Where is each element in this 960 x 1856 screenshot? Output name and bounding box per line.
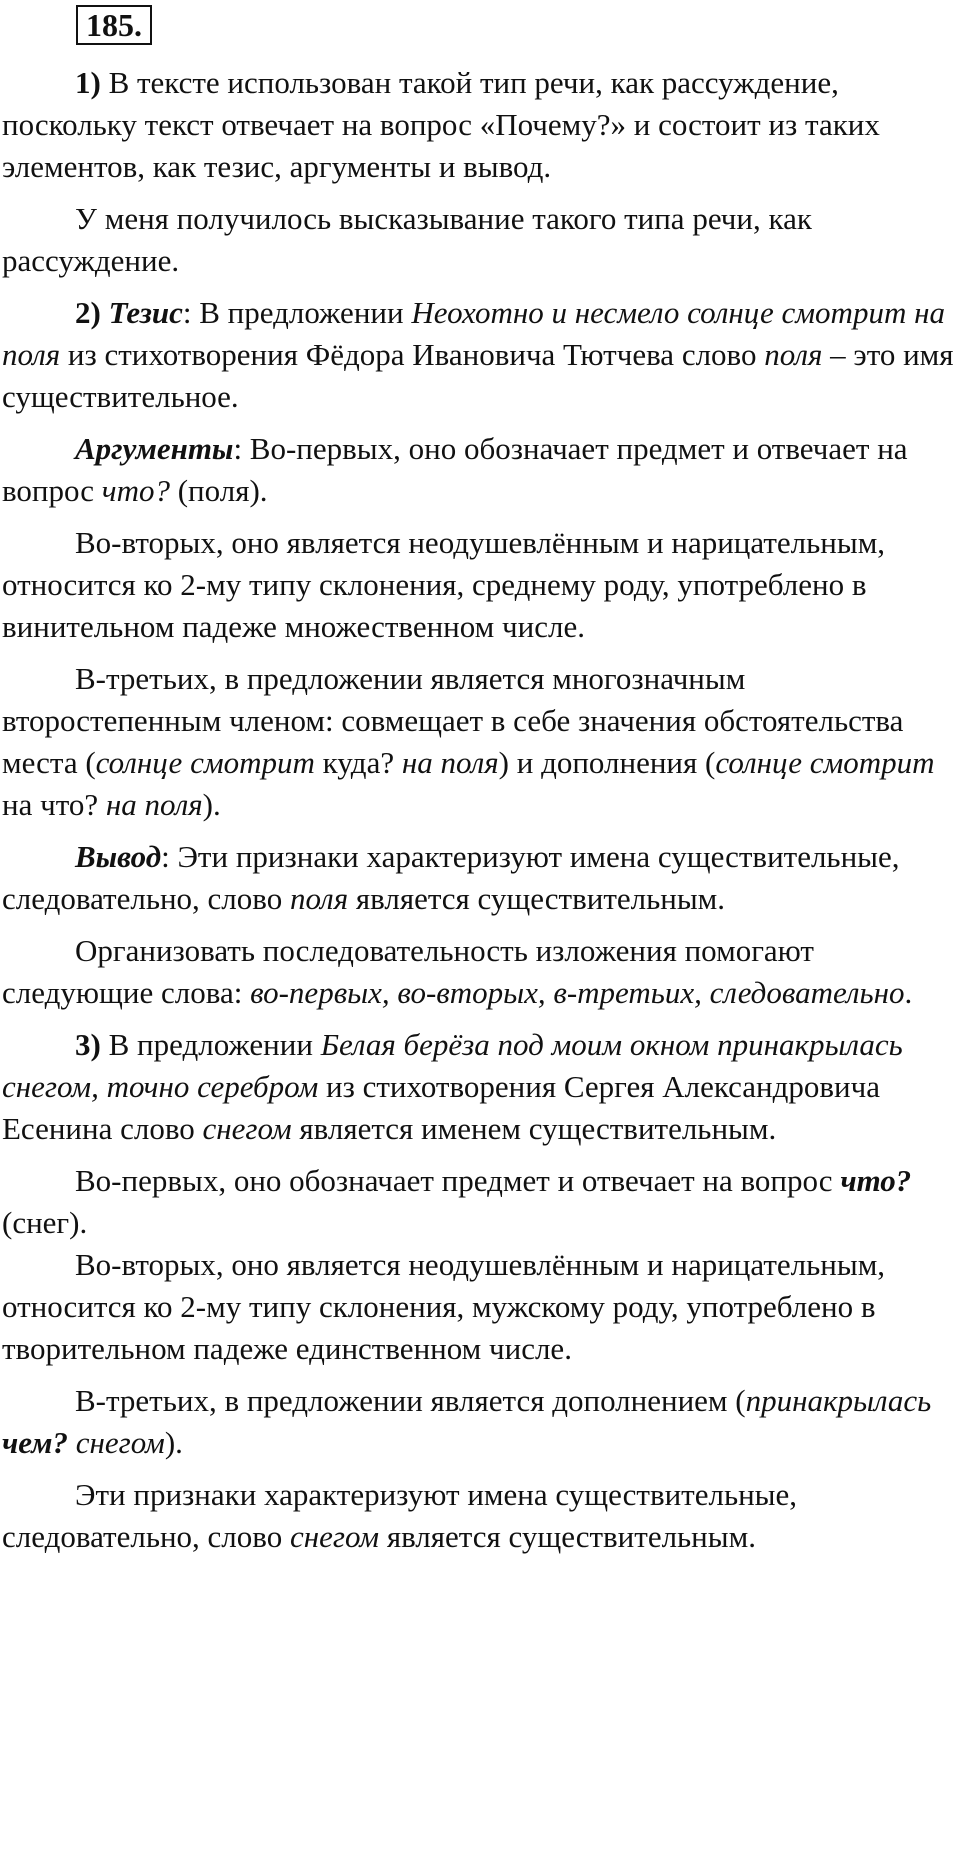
text-segment: (поля).	[169, 473, 268, 508]
text-segment: на поля	[401, 745, 499, 780]
text-segment: снегом	[202, 1111, 292, 1146]
text-segment: снегом	[68, 1425, 165, 1460]
text-segment: на что?	[2, 787, 106, 822]
paragraph-2	[2, 198, 958, 282]
text-segment: .	[904, 975, 913, 1010]
text-segment: Аргументы	[75, 431, 234, 466]
text-segment: является существительным.	[379, 1519, 756, 1554]
paragraph-12	[2, 1380, 958, 1464]
text-segment: чем?	[2, 1425, 68, 1460]
paragraph-1	[2, 62, 958, 188]
task-number: 185.	[76, 5, 152, 45]
text-segment: ).	[202, 787, 221, 822]
text-segment: (снег).	[2, 1205, 88, 1240]
text-segment: ) и дополнения (	[498, 745, 716, 780]
paragraph-7	[2, 836, 958, 920]
text-segment: Во-первых, оно обозначает предмет и отвечает на вопрос	[75, 1163, 841, 1198]
text-segment: Эти признаки характеризуют имена существительные, следовательно, слово	[2, 1477, 798, 1554]
text-segment: во-первых, во-вторых, в-третьих, следовательно	[250, 975, 905, 1010]
text-segment: солнце смотрит	[95, 745, 315, 780]
paragraph-9	[2, 1024, 958, 1150]
text-segment: В тексте использован такой тип речи, как рассуждение, поскольку текст отвечает на вопрос «Почему?» и состоит из таких элементов, как тезис, аргументы и вывод.	[2, 65, 880, 184]
text-segment: из стихотворения Фёдора Ивановича Тютчева слово	[60, 337, 765, 372]
paragraph-6	[2, 658, 958, 826]
text-segment: Во-вторых, оно является неодушевлённым и нарицательным, относится ко 2-му типу склонения, среднему роду, употреблено в винительном падеже множественном числе.	[2, 525, 886, 644]
text-segment: Организовать последовательность изложения помогают следующие слова:	[2, 933, 814, 1010]
paragraph-3	[2, 292, 958, 418]
paragraph-4	[2, 428, 958, 512]
text-segment: : Эти признаки характеризуют имена существительные, следовательно, слово	[2, 839, 900, 916]
paragraph-8	[2, 930, 958, 1014]
text-segment: на поля	[105, 787, 203, 822]
text-segment: снегом	[289, 1519, 380, 1554]
text-segment: : Во-первых, оно обозначает предмет и отвечает на вопрос	[2, 431, 908, 508]
text-segment: ).	[164, 1425, 183, 1460]
text-segment: что?	[101, 473, 170, 508]
text-segment: В-третьих, в предложении является многозначным второстепенным членом: совмещает в себе значения обстоятельства места (	[2, 661, 904, 780]
text-segment: В предложении	[100, 1027, 321, 1062]
text-segment: что?	[840, 1163, 912, 1198]
text-segment: поля	[289, 881, 349, 916]
answer-text	[2, 62, 958, 1568]
text-segment: является именем существительным.	[291, 1111, 777, 1146]
text-segment: поля	[764, 337, 823, 372]
text-segment: из стихотворения Сергея Александровича Есенина слово	[2, 1069, 880, 1146]
text-segment: Белая берёза под моим окном принакрылась снегом, точно серебром	[2, 1027, 903, 1104]
paragraph-10	[2, 1160, 958, 1244]
text-segment: Во-вторых, оно является неодушевлённым и нарицательным, относится ко 2-му типу склонения, мужскому роду, употреблено в творительном падеже единственном числе.	[2, 1247, 886, 1366]
text-segment: В-третьих, в предложении является дополнением (	[75, 1383, 746, 1418]
paragraph-11	[2, 1244, 958, 1370]
paragraph-5	[2, 522, 958, 648]
text-segment: – это имя существительное.	[2, 337, 954, 414]
text-segment: принакрылась	[745, 1383, 932, 1418]
text-segment: Вывод	[75, 839, 162, 874]
text-segment: : В предложении	[182, 295, 412, 330]
text-segment: 1)	[75, 65, 101, 100]
text-segment: У меня получилось высказывание такого типа речи, как рассуждение.	[2, 201, 812, 278]
paragraph-13	[2, 1474, 958, 1558]
text-segment: является существительным.	[348, 881, 726, 916]
text-segment: 2)	[75, 295, 109, 330]
text-segment: Неохотно и несмело солнце смотрит на поля	[2, 295, 945, 372]
text-segment: куда?	[314, 745, 402, 780]
text-segment: Тезис	[108, 295, 183, 330]
text-segment: солнце смотрит	[715, 745, 935, 780]
text-segment: 3)	[75, 1027, 101, 1062]
